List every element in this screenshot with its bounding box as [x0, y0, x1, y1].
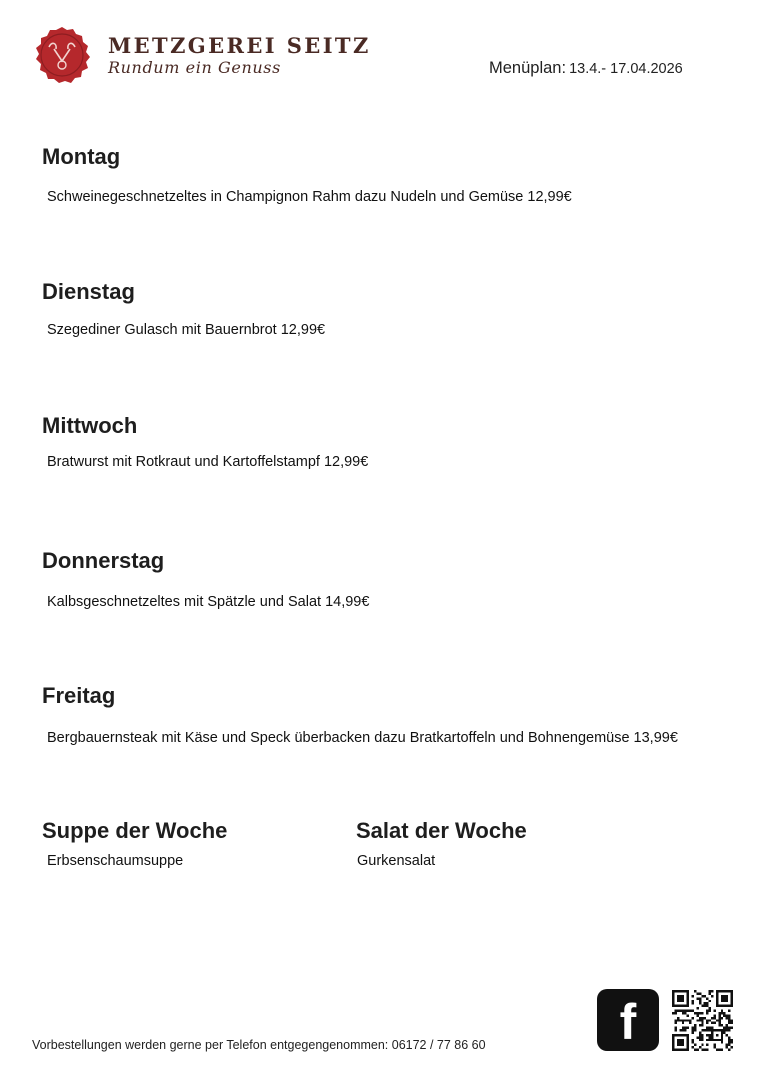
brand-name: METZGEREI SEITZ	[108, 33, 371, 58]
soup-of-week-heading: Suppe der Woche	[42, 818, 228, 843]
butcher-seal-logo-icon	[32, 25, 92, 85]
day-heading-wednesday: Mittwoch	[42, 413, 138, 438]
day-heading-thursday: Donnerstag	[42, 548, 165, 573]
soup-of-week: Erbsenschaumsuppe	[47, 853, 184, 869]
salad-of-week-heading: Salat der Woche	[356, 818, 527, 843]
preorder-phone-note: Vorbestellungen werden gerne per Telefon entgegengenommen: 06172 / 77 86 60	[32, 1038, 486, 1052]
dish-monday: Schweinegeschnetzeltes in Champignon Rahm dazu Nudeln und Gemüse 12,99€	[47, 189, 572, 205]
dish-wednesday: Bratwurst mit Rotkraut und Kartoffelstampf 12,99€	[47, 454, 369, 470]
brand-tagline: Rundum ein Genuss	[108, 58, 281, 77]
facebook-icon[interactable]	[597, 989, 659, 1051]
day-heading-monday: Montag	[42, 144, 121, 169]
qr-code-icon[interactable]	[672, 990, 733, 1051]
day-heading-friday: Freitag	[42, 683, 116, 708]
menu-plan-date	[489, 59, 683, 78]
dish-tuesday: Szegediner Gulasch mit Bauernbrot 12,99€	[47, 322, 326, 338]
dish-friday: Bergbauernsteak mit Käse und Speck überbacken dazu Bratkartoffeln und Bohnengemüse 13,99€	[47, 730, 678, 746]
day-heading-tuesday: Dienstag	[42, 279, 135, 304]
menu-plan-dates: 13.4.- 17.04.2026	[569, 61, 683, 77]
dish-thursday: Kalbsgeschnetzeltes mit Spätzle und Salat 14,99€	[47, 594, 370, 610]
facebook-f-glyph: f	[619, 994, 637, 1050]
menu-plan-label: Menüplan:	[489, 59, 567, 77]
salad-of-week: Gurkensalat	[357, 853, 436, 869]
